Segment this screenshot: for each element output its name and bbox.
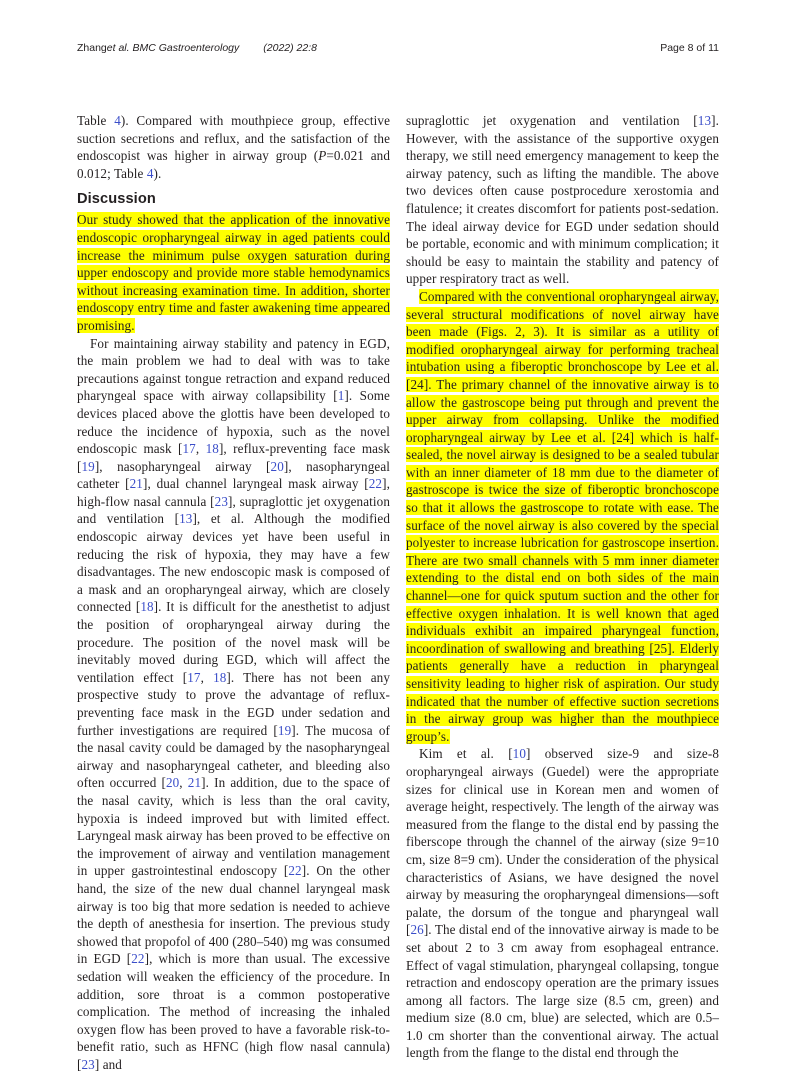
- citation-link[interactable]: 13: [179, 511, 193, 527]
- citation-link[interactable]: 23: [81, 1056, 95, 1072]
- citation-link[interactable]: 21: [129, 476, 143, 492]
- citation-link[interactable]: 17: [182, 441, 196, 457]
- citation-link[interactable]: 21: [187, 775, 202, 791]
- text-run: ], high-flow nasal cannula [: [77, 476, 390, 509]
- paragraph: [77, 112, 390, 182]
- text-run: ). Compared with mouthpiece group, effective suction secretions and reflux, and the satisfaction of the endoscopist was higher in airway group (: [77, 113, 390, 164]
- citation-link[interactable]: 26: [410, 922, 424, 938]
- issue-info: (2022) 22:8: [263, 42, 317, 54]
- author-name: Zhang: [77, 42, 107, 54]
- citation-link[interactable]: 1: [337, 388, 345, 404]
- citation-link[interactable]: 4: [146, 165, 154, 181]
- text-run: ], et al. Although the modified endoscopic airway devices yet have been useful in reducing the risk of hypoxia, they may have a few disadvantages. The new endoscopic mask is composed of a mask and an oropharyngeal airway, which are closely connected [: [77, 511, 390, 615]
- citation-link[interactable]: 23: [214, 493, 229, 509]
- citation-link[interactable]: 22: [288, 863, 302, 879]
- paragraph-highlighted: [406, 288, 719, 745]
- text-run: Kim et al. [: [419, 746, 513, 762]
- text-run: For maintaining airway stability and patency in EGD, the main problem we had to deal with was to take precautions against tongue retraction and expand reduced pharyngeal space with airway collapsibility [: [77, 335, 390, 404]
- text-run: ]. The distal end of the innovative airway is made to be set about 2 to 3 cm away from esophageal entrance. Effect of vagal stimulation, pharyngeal collapsing, tongue retraction and endoscopy operation are the primary issues among all factors. The large size (8.5 cm, green) and medium size (8.0 cm, blue) are selected, which are 0.5–1.0 cm shorter than the conventional airway. The actual length from the flange to the distal end through the: [406, 922, 719, 1061]
- text-run: =0.021 and 0.012; Table: [77, 148, 390, 181]
- text-run: supraglottic jet oxygenation and ventilation [: [406, 113, 698, 128]
- text-run: ]. However, with the assistance of the supportive oxygen therapy, we still need emergency management to keep the airway patency, such as lifting the mandible. The above two devices often cause postprocedure xerostomia and flatulence; it creates discomfort for patients post-sedation. The ideal airway device for EGD under sedation should be portable, economic and with minimum complication; it should be easy to maintain the stability and patency of upper respiratory tract as well.: [406, 113, 719, 287]
- citation-link[interactable]: 19: [277, 722, 292, 738]
- article-body: [77, 112, 719, 1073]
- text-run: ]. On the other hand, the size of the new dual channel laryngeal mask airway is too big that more sedation is needed to achieve the depth of anesthesia for insertion. The previous study showed that propofol of 400 (280–540) mg was consumed in EGD [: [77, 863, 390, 967]
- text-run: ], dual channel laryngeal mask airway [: [142, 476, 369, 492]
- citation-link[interactable]: 18: [205, 441, 219, 457]
- text-run: ], nasopharyngeal catheter [: [77, 458, 390, 492]
- section-heading: Discussion: [77, 191, 156, 208]
- text-run: ], supraglottic jet oxygenation and ventilation [: [77, 493, 391, 527]
- citation-link[interactable]: 22: [131, 951, 145, 967]
- text-run: Our study showed that the application of the innovative endoscopic oropharyngeal airway in aged patients could increase the minimum pulse oxygen saturation during upper endoscopy and provide more stable hemodynamics without increasing examination time. In addition, shorter endoscopy entry time and faster awakening time appeared promising.: [77, 212, 390, 333]
- journal-citation: [77, 42, 317, 54]
- text-run: ,: [195, 441, 206, 457]
- text-run: ]. In addition, due to the space of the nasal cavity, which is less than the oral cavity, hypoxia is indeed improved but with limited effect. Laryngeal mask airway has been proved to be effective on the improvement of airway and ventilation management in upper gastrointestinal endoscopy [: [77, 775, 390, 879]
- text-run: ] and: [94, 1056, 122, 1072]
- text-run: ).: [153, 165, 162, 181]
- column-right: [406, 112, 719, 1073]
- citation-link[interactable]: 17: [187, 669, 201, 685]
- highlight-marker: [406, 289, 719, 744]
- paragraph: [406, 745, 719, 1062]
- paragraph-highlighted: [77, 211, 390, 334]
- citation-link[interactable]: 22: [368, 476, 383, 492]
- text-run: ,: [200, 669, 214, 685]
- highlight-marker: [77, 212, 390, 333]
- text-run: ]. It is difficult for the anesthetist to adjust the position of oropharyngeal airway during the procedure. The position of the novel mask will be inevitably moved during EGD, which will affect the ventilation effect [: [77, 599, 390, 685]
- page-header: [77, 42, 719, 54]
- citation-link[interactable]: 18: [213, 669, 227, 685]
- text-run: P: [318, 148, 327, 164]
- text-run: ], reflux-preventing face mask [: [77, 441, 390, 474]
- citation-link[interactable]: 13: [697, 113, 712, 128]
- journal-name: et al. BMC Gastroenterology: [106, 42, 240, 54]
- citation-link[interactable]: 10: [512, 746, 527, 762]
- citation-link[interactable]: 20: [270, 458, 284, 474]
- text-run: ] observed size-9 and size-8 oropharyngeal airways (Guedel) were the appropriate sizes for clinical use in Korean men and women of average height, respectively. The length of the airway was measured from the flange to the distal end by passing the fiberscope through the channel of the airway (size 9=10 cm, size 8=9 cm). Under the consideration of the physical characteristics of Asians, we have designed the novel airway by measuring the oropharyngeal dimensions—soft palate, the dorsum of the tongue and pharyngeal wall [: [406, 746, 719, 938]
- citation-link[interactable]: 19: [81, 458, 95, 474]
- citation-link[interactable]: 20: [165, 775, 180, 791]
- citation-link[interactable]: 18: [140, 599, 154, 615]
- text-run: ], which is more than usual. The excessive sedation will weaken the efficiency of the procedure. In addition, sore throat is a common postoperative complication. The method of increasing the inhaled oxygen flow has been proved to have a favorable risk-to-benefit ratio, such as HFNC (high flow nasal cannula) [: [77, 951, 390, 1072]
- page-number: Page 8 of 11: [660, 42, 719, 54]
- text-run: ], nasopharyngeal airway [: [94, 458, 271, 474]
- text-run: ]. The mucosa of the nasal cavity could be damaged by the nasopharyngeal airway and nasopharyngeal catheter, and bleeding also often occurred [: [77, 722, 390, 791]
- citation-link[interactable]: 4: [114, 113, 121, 128]
- paragraph: [406, 112, 719, 288]
- text-run: ]. There has not been any prospective study to prove the advantage of reflux-preventing face mask in the EGD under sedation and further investigations are required [: [77, 669, 391, 738]
- paragraph: [77, 335, 390, 1073]
- text-run: Compared with the conventional oropharyngeal airway, several structural modifications of novel airway have been made (Figs. 2, 3). It is similar as a utility of modified oropharyngeal airway for performing tracheal intubation using a fiberoptic bronchoscope by Lee et al. [24]. The primary channel of the innovative airway is to allow the gastroscope being put through and prevent the upper airway from collapsing. Unlike the modified oropharyngeal airway by Lee et al. [24] which is half-sealed, the novel airway is designed to be a sealed tubular with an inner diameter of 18 mm due to the diameter of gastroscope is twice the size of fiberoptic bronchoscope so that it allows the gastroscope to rotate with ease. The surface of the novel airway is also covered by the special polyester to increase lubrication for gastroscope insertion. There are two small channels with 5 mm inner diameter extending to the distal end on both sides of the main channel—one for quick sputum suction and the other for effective oxygen inhalation. It is well known that aged individuals exhibit an impaired pharyngeal function, incoordination of swallowing and breathing [25]. Elderly patients generally have a reduction in pharyngeal sensitivity leading to higher risk of aspiration. Our study indicated that the number of effective suction secretions in the airway group was higher than the mouthpiece group’s.: [406, 288, 719, 744]
- text-run: Table: [77, 113, 115, 128]
- column-left: [77, 112, 390, 1073]
- text-run: ,: [179, 775, 188, 791]
- text-run: ]. Some devices placed above the glottis have been developed to reduce the incidence of hypoxia, such as the novel endoscopic mask [: [77, 388, 390, 457]
